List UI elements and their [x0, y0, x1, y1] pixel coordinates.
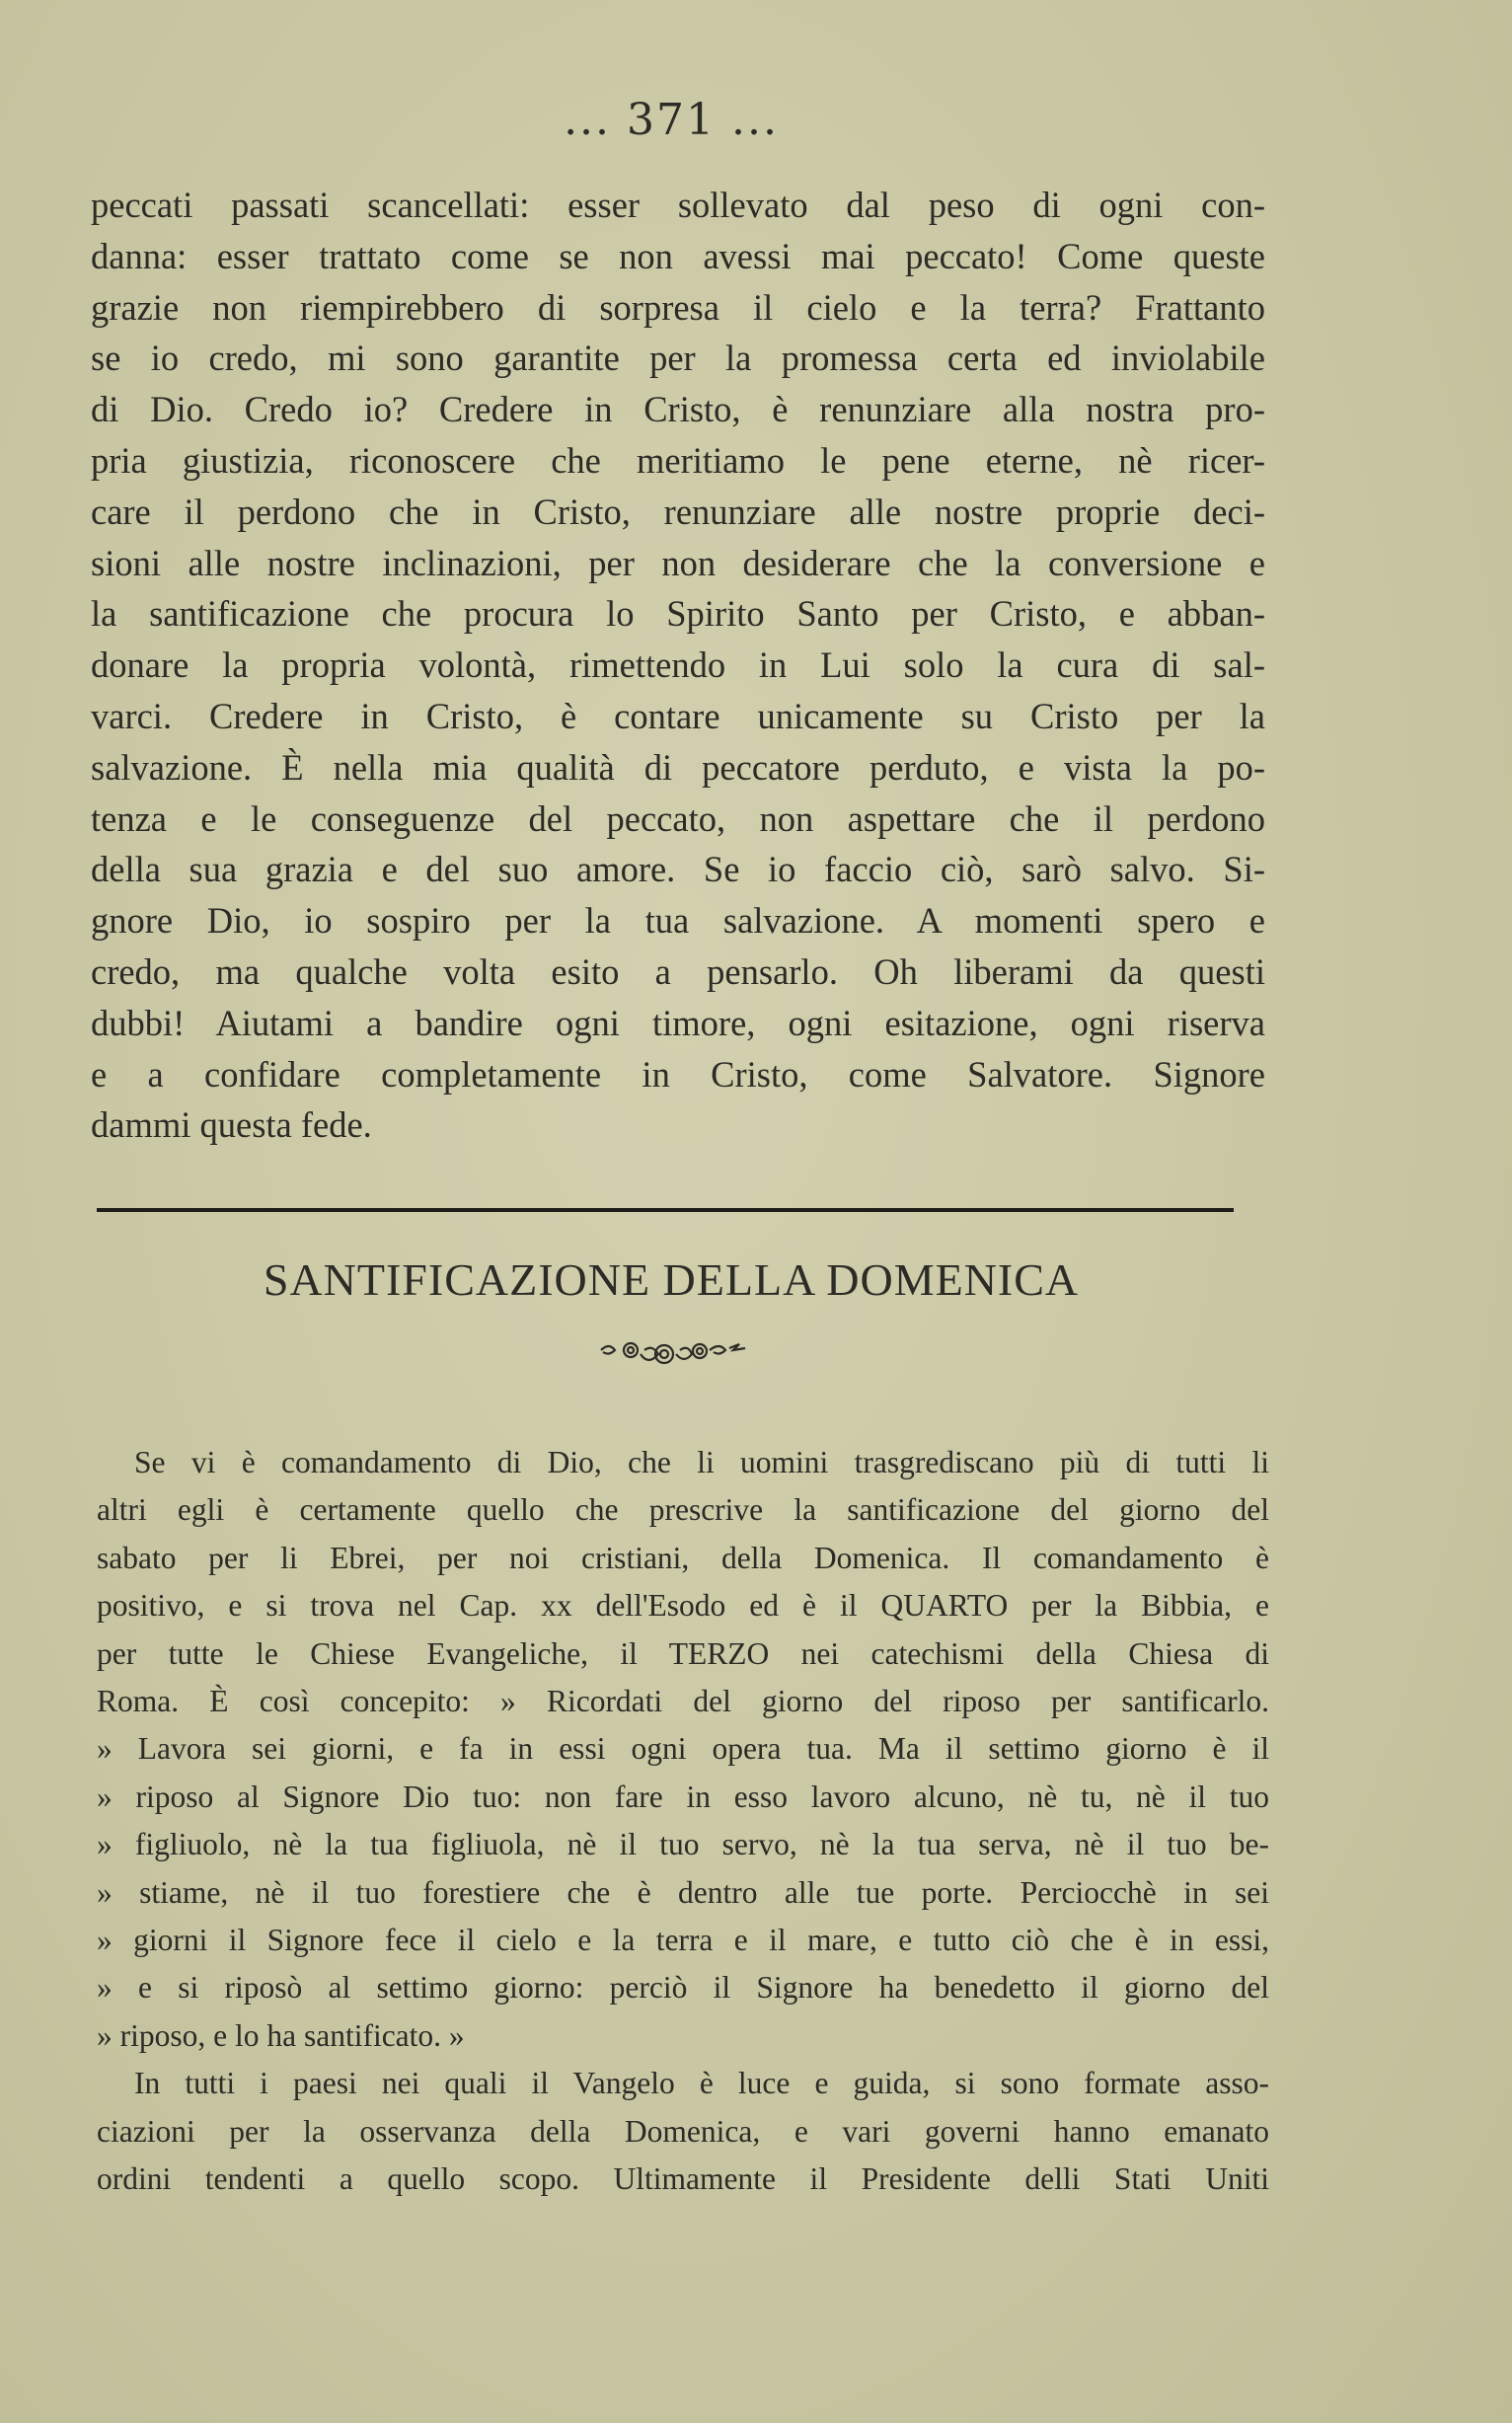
text-line: tenza e le conseguenze del peccato, non aspettare che il perdono	[91, 797, 1265, 839]
text-line: » Lavora sei giorni, e fa in essi ogni opera tua. Ma il settimo giorno è il	[97, 1731, 1269, 1767]
text-line: gnore Dio, io sospiro per la tua salvazione. A momenti spero e	[91, 900, 1265, 942]
text-line: altri egli è certamente quello che prescrive la santificazione del giorno del	[97, 1492, 1269, 1528]
text-line: » figliuolo, nè la tua figliuola, nè il tuo servo, nè la tua serva, nè il tuo be-	[97, 1827, 1269, 1862]
text-line: credo, ma qualche volta esito a pensarlo. Oh liberami da questi	[91, 950, 1265, 992]
text-line: care il perdono che in Cristo, renunziare alle nostre proprie deci-	[91, 491, 1265, 532]
text-line: varci. Credere in Cristo, è contare unicamente su Cristo per la	[91, 695, 1265, 736]
text-line: peccati passati scancellati: esser sollevato dal peso di ogni con-	[91, 185, 1265, 225]
text-line: ordini tendenti a quello scopo. Ultimamente il Presidente delli Stati Uniti	[97, 2161, 1269, 2197]
text-line: per tutte le Chiese Evangeliche, il TERZO nei catechismi della Chiesa di	[97, 1635, 1269, 1671]
text-line: dammi questa fede.	[91, 1104, 372, 1146]
text-line: di Dio. Credo io? Credere in Cristo, è renunziare alla nostra pro-	[91, 389, 1265, 430]
text-line: grazie non riempirebbero di sorpresa il cielo e la terra? Frattanto	[91, 286, 1265, 328]
text-line: salvazione. È nella mia qualità di peccatore perduto, e vista la po-	[91, 746, 1265, 788]
text-line: la santificazione che procura lo Spirito Santo per Cristo, e abban-	[91, 593, 1265, 635]
section-body	[97, 1439, 1269, 2204]
text-line: pria giustizia, riconoscere che meritiamo le pene eterne, nè ricer-	[91, 439, 1265, 481]
text-line: e a confidare completamente in Cristo, come Salvatore. Signore	[91, 1053, 1265, 1095]
prayer-text	[91, 180, 1265, 1151]
text-line: » giorni il Signore fece il cielo e la terra e il mare, e tutto ciò che è in essi,	[97, 1923, 1269, 1958]
text-line: ciazioni per la osservanza della Domenica, e vari governi hanno emanato	[97, 2113, 1269, 2149]
section-divider	[97, 1208, 1234, 1212]
text-line: sioni alle nostre inclinazioni, per non desiderare che la conversione e	[91, 542, 1265, 583]
text-line: Roma. È così concepito: » Ricordati del giorno del riposo per santificarlo.	[97, 1684, 1269, 1719]
text-line: » riposo, e lo ha santificato. »	[97, 2017, 465, 2053]
text-line: » stiame, nè il tuo forestiere che è dentro alle tue porte. Perciocchè in sei	[97, 1874, 1269, 1910]
text-line: » e si riposò al settimo giorno: perciò il Signore ha benedetto il giorno del	[97, 1970, 1269, 2006]
text-line: Se vi è comandamento di Dio, che li uomini trasgrediscano più di tutti li	[134, 1445, 1269, 1479]
text-line: della sua grazia e del suo amore. Se io faccio ciò, sarò salvo. Si-	[91, 849, 1265, 890]
text-line: dubbi! Aiutami a bandire ogni timore, ogni esitazione, ogni riserva	[91, 1002, 1265, 1043]
text-line: danna: esser trattato come se non avessi mai peccato! Come queste	[91, 235, 1265, 276]
text-line: » riposo al Signore Dio tuo: non fare in esso lavoro alcuno, nè tu, nè il tuo	[97, 1779, 1269, 1814]
text-line: donare la propria volontà, rimettendo in Lui solo la cura di sal-	[91, 644, 1265, 686]
page-number: ... 371 ...	[564, 95, 779, 145]
text-line: positivo, e si trova nel Cap. xx dell'Esodo ed è il QUARTO per la Bibbia, e	[97, 1588, 1269, 1624]
section-title: SANTIFICAZIONE DELLA DOMENICA	[263, 1254, 1080, 1305]
text-line: se io credo, mi sono garantite per la promessa certa ed inviolabile	[91, 338, 1265, 379]
ornament-icon	[597, 1332, 755, 1372]
text-line: In tutti i paesi nei quali il Vangelo è luce e guida, si sono formate asso-	[134, 2066, 1269, 2101]
text-line: sabato per li Ebrei, per noi cristiani, della Domenica. Il comandamento è	[97, 1540, 1269, 1575]
